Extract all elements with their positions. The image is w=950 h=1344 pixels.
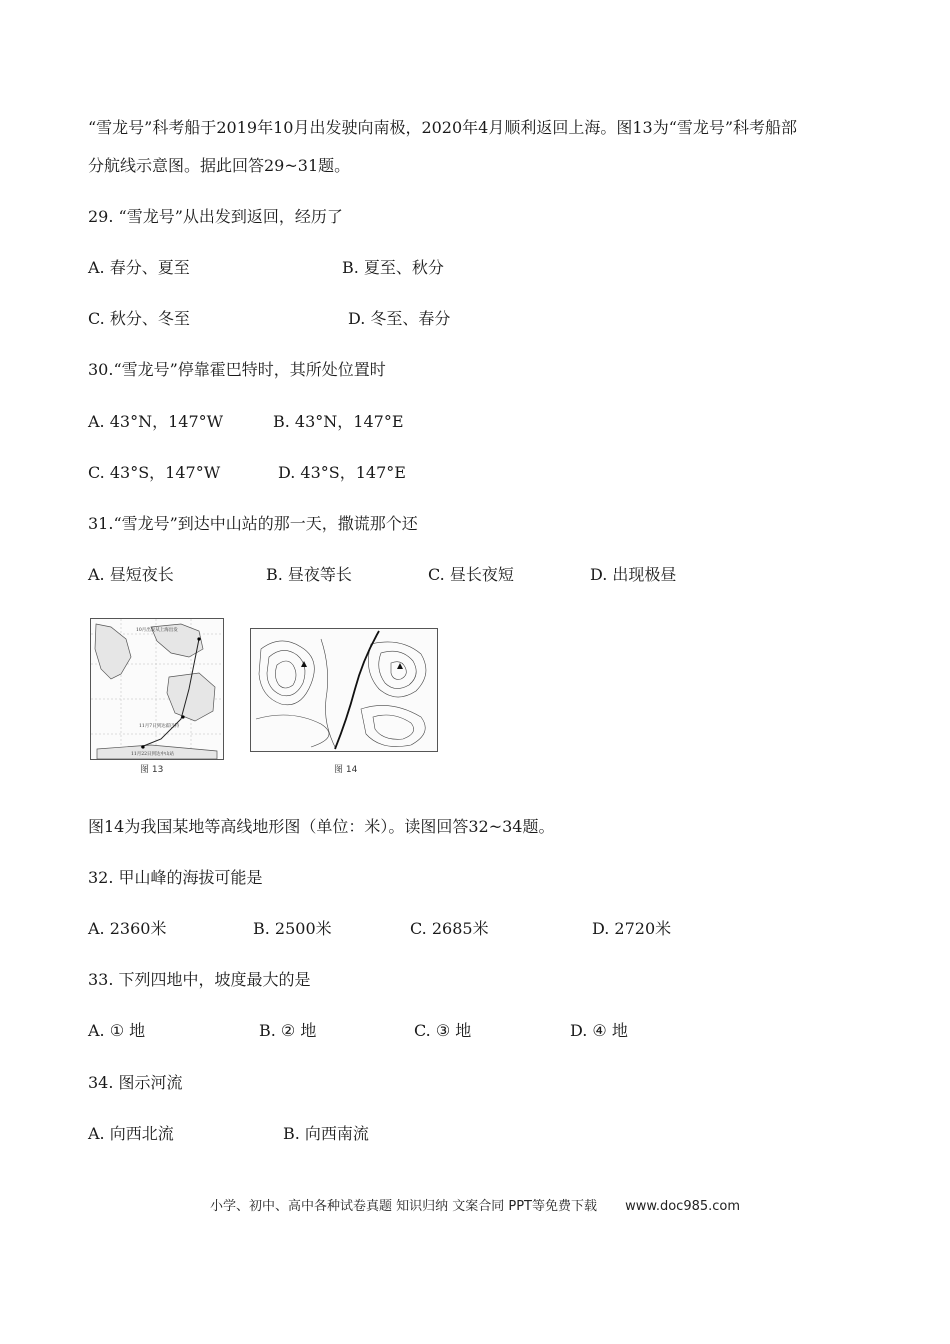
intro-2: 图14为我国某地等高线地形图（单位：米）。读图回答32~34题。 xyxy=(88,817,555,836)
q30-option-c: C. 43°S，147°W xyxy=(88,463,221,482)
footer-text: 小学、初中、高中各种试卷真题 知识归纳 文案合同 PPT等免费下载 xyxy=(209,1199,597,1214)
q33-stem: 33. 下列四地中，坡度最大的是 xyxy=(88,970,311,989)
q29-stem: 29. “雪龙号”从出发到返回，经历了 xyxy=(88,207,343,226)
route-label-zhongshan: 11月22日到达中山站 xyxy=(131,752,174,757)
q30-option-d: D. 43°S，147°E xyxy=(278,463,406,482)
figure-14-contour-map xyxy=(250,628,438,752)
route-label-hobart: 11月7日到达霍巴特 xyxy=(139,724,180,729)
q32-option-a: A. 2360米 xyxy=(88,919,167,938)
q33-option-b: B. ② 地 xyxy=(259,1021,317,1040)
q30-stem: 30.“雪龙号”停靠霍巴特时，其所处位置时 xyxy=(88,360,386,379)
figure-14-caption: 图 14 xyxy=(334,765,358,775)
q30-option-b: B. 43°N，147°E xyxy=(273,412,404,431)
q30-option-a: A. 43°N，147°W xyxy=(88,412,224,431)
q32-stem: 32. 甲山峰的海拔可能是 xyxy=(88,868,263,887)
page-footer xyxy=(0,1195,950,1214)
figure-13-route-map xyxy=(90,618,224,760)
q32-option-c: C. 2685米 xyxy=(410,919,489,938)
contour-map-drawing xyxy=(251,629,437,751)
route-label-shanghai: 10月出发从上海出发 xyxy=(136,628,178,633)
q31-stem: 31.“雪龙号”到达中山站的那一天，撒谎那个还 xyxy=(88,514,418,533)
q29-option-d: D. 冬至、春分 xyxy=(348,309,451,328)
intro-line-1: “雪龙号”科考船于2019年10月出发驶向南极，2020年4月顺利返回上海。图13为“雪龙号”科考船部 xyxy=(88,118,798,137)
q32-option-d: D. 2720米 xyxy=(592,919,672,938)
route-map-drawing xyxy=(91,619,223,759)
footer-url[interactable]: www.doc985.com xyxy=(625,1199,741,1214)
q33-option-d: D. ④ 地 xyxy=(570,1021,628,1040)
q34-option-b: B. 向西南流 xyxy=(283,1124,369,1143)
q31-option-c: C. 昼长夜短 xyxy=(428,565,514,584)
q34-stem: 34. 图示河流 xyxy=(88,1073,183,1092)
q32-option-b: B. 2500米 xyxy=(253,919,332,938)
q29-option-a: A. 春分、夏至 xyxy=(88,258,190,277)
intro-line-2: 分航线示意图。据此回答29~31题。 xyxy=(88,156,351,175)
q31-option-a: A. 昼短夜长 xyxy=(88,565,174,584)
q29-option-c: C. 秋分、冬至 xyxy=(88,309,190,328)
figure-13-caption: 图 13 xyxy=(140,765,164,775)
q33-option-a: A. ① 地 xyxy=(88,1021,146,1040)
q33-option-c: C. ③ 地 xyxy=(414,1021,472,1040)
q29-option-b: B. 夏至、秋分 xyxy=(342,258,444,277)
q31-option-d: D. 出现极昼 xyxy=(590,565,677,584)
q34-option-a: A. 向西北流 xyxy=(88,1124,174,1143)
q31-option-b: B. 昼夜等长 xyxy=(266,565,352,584)
